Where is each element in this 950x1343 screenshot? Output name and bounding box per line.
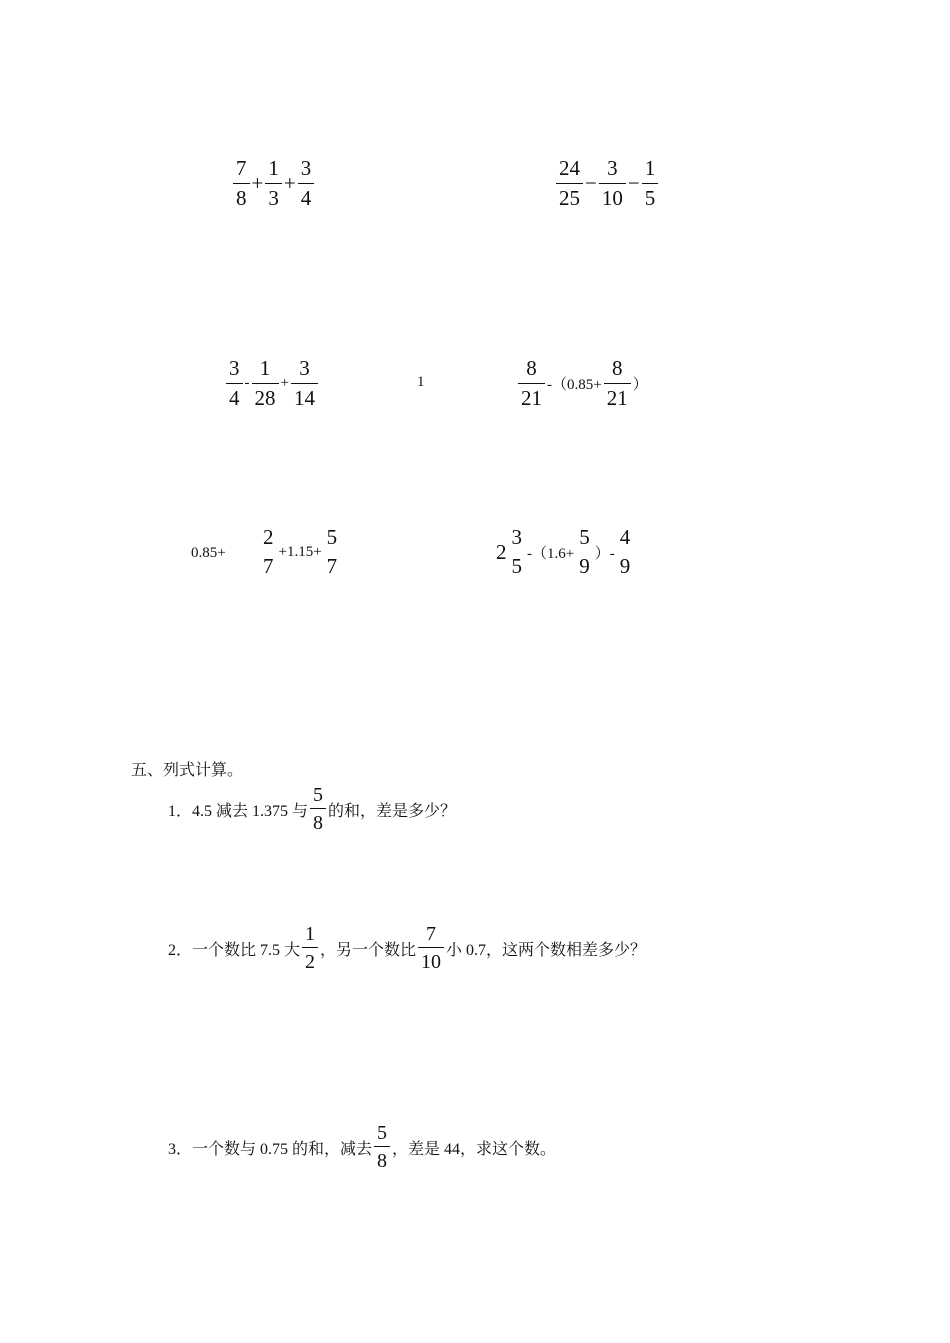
fraction — [233, 158, 250, 209]
numerator: 3 — [300, 156, 312, 180]
numerator: 2 — [263, 525, 274, 549]
expression-5 — [260, 527, 340, 577]
fraction — [418, 924, 444, 972]
numerator: 8 — [611, 356, 623, 380]
fraction — [556, 158, 583, 209]
denominator: 10 — [421, 951, 442, 973]
question-text: 1．4.5 减去 1.375 与 — [168, 802, 309, 820]
expression-6 — [494, 527, 633, 577]
fraction — [252, 358, 279, 409]
fraction — [226, 358, 243, 409]
numerator: 4 — [619, 525, 631, 549]
numerator: 7 — [236, 156, 247, 180]
question-text: 2．一个数比 7.5 大 — [168, 941, 301, 959]
denominator: 9 — [619, 554, 631, 578]
operator: − — [585, 171, 597, 195]
fraction — [265, 158, 282, 209]
operator-text: -（0.85+ — [547, 377, 602, 393]
fraction — [617, 527, 634, 577]
stray-number: 1 — [417, 374, 425, 390]
numerator: 5 — [377, 1122, 388, 1144]
denominator: 7 — [326, 554, 338, 578]
denominator: 25 — [559, 186, 580, 210]
numerator: 1 — [305, 923, 316, 945]
denominator: 10 — [601, 186, 623, 210]
fraction — [374, 1123, 390, 1171]
numerator: 5 — [326, 525, 338, 549]
denominator: 4 — [229, 386, 240, 410]
numerator: 3 — [229, 356, 240, 380]
fraction — [604, 358, 631, 409]
expression-3 — [226, 358, 318, 409]
whole-number: 2 — [496, 539, 507, 564]
operator-text: +1.15+ — [278, 543, 322, 560]
question-text: 的和，差是多少？ — [328, 802, 457, 820]
expression-1 — [233, 158, 314, 209]
numerator: 1 — [268, 156, 279, 180]
numerator: 1 — [644, 156, 656, 180]
denominator: 7 — [263, 554, 274, 578]
denominator: 2 — [305, 951, 316, 973]
denominator: 9 — [579, 554, 590, 578]
operator-text: -（1.6+ — [527, 545, 575, 562]
fraction — [260, 527, 277, 577]
expression-2 — [556, 158, 658, 209]
numerator: 3 — [299, 356, 310, 380]
denominator: 21 — [606, 386, 628, 410]
denominator: 8 — [236, 186, 247, 210]
numerator: 1 — [259, 356, 271, 380]
fraction — [642, 158, 659, 209]
numerator: 8 — [526, 356, 537, 380]
fraction — [291, 358, 318, 409]
fraction — [298, 158, 315, 209]
fraction — [310, 785, 326, 833]
operator: - — [244, 375, 250, 391]
question-text: 3．一个数与 0.75 的和，减去 — [168, 1140, 373, 1158]
fraction — [518, 358, 545, 409]
question-1 — [168, 785, 456, 833]
fraction — [302, 924, 318, 972]
numerator: 3 — [511, 525, 522, 549]
operator: + — [251, 171, 264, 195]
denominator: 14 — [293, 386, 315, 410]
fraction — [324, 527, 341, 577]
question-3 — [168, 1123, 556, 1171]
fraction — [509, 527, 526, 577]
question-text: 小 0.7，这两个数相差多少？ — [446, 941, 647, 959]
operator-text: ）- — [594, 545, 615, 562]
operator: + — [283, 171, 296, 195]
denominator: 8 — [377, 1150, 388, 1172]
fraction — [599, 158, 626, 209]
numerator: 5 — [579, 525, 590, 549]
numerator: 3 — [607, 156, 618, 180]
section-title: 五、列式计算。 — [131, 762, 244, 779]
operator: + — [280, 375, 289, 391]
operator: − — [627, 171, 640, 195]
denominator: 5 — [511, 554, 522, 578]
expression-4 — [518, 358, 650, 409]
operator-text: ） — [632, 377, 648, 393]
numerator: 5 — [313, 784, 324, 806]
denominator: 28 — [254, 386, 276, 410]
denominator: 21 — [521, 386, 542, 410]
fraction — [576, 527, 593, 577]
denominator: 8 — [313, 812, 324, 834]
denominator: 5 — [644, 186, 656, 210]
denominator: 4 — [300, 186, 312, 210]
numerator: 7 — [426, 923, 437, 945]
question-text: ，另一个数比 — [320, 941, 417, 959]
question-text: ，差是 44，求这个数。 — [392, 1140, 557, 1158]
question-2 — [168, 924, 646, 972]
numerator: 24 — [559, 156, 580, 180]
expression-5-lead: 0.85+ — [191, 545, 226, 561]
denominator: 3 — [268, 186, 279, 210]
